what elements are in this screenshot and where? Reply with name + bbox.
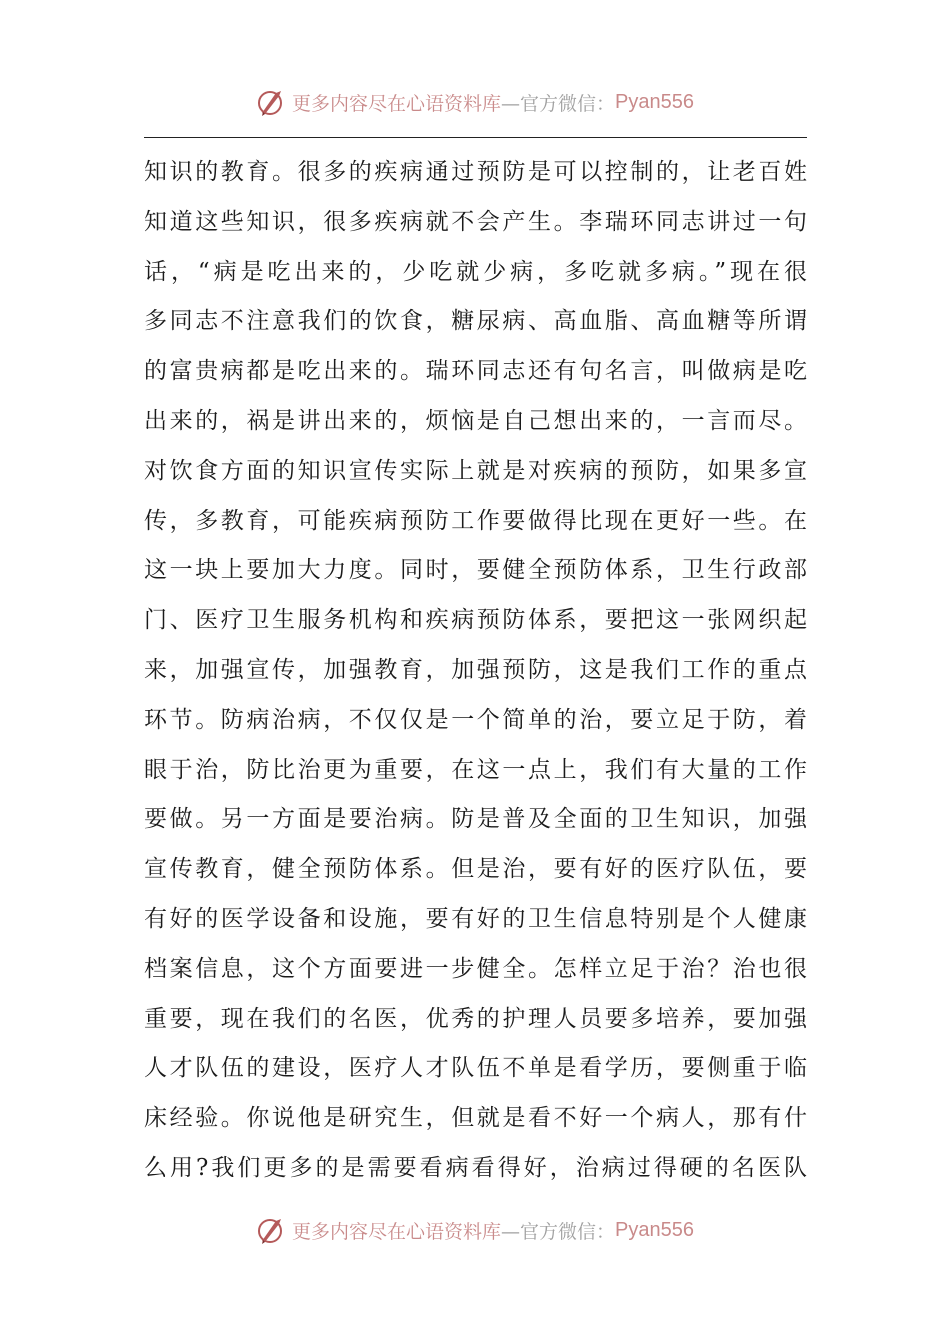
body-line: 来，加强宣传，加强教育，加强预防，这是我们工作的重点: [144, 656, 807, 683]
body-line: 要做。另一方面是要治病。防是普及全面的卫生知识，加强: [144, 806, 807, 833]
header-brand-text: 更多内容尽在心语资料库: [292, 92, 502, 115]
footer-banner: [0, 1212, 950, 1248]
body-line: 知识的教育。很多的疾病通过预防是可以控制的，让老百姓: [144, 159, 807, 185]
body-line: 这一块上要加大力度。同时，要健全预防体系，卫生行政部: [144, 557, 807, 584]
footer-contact-label: —官方微信：: [501, 1220, 616, 1243]
document-body: [144, 148, 807, 1194]
footer-brand-text: 更多内容尽在心语资料库: [292, 1220, 502, 1243]
body-line: 床经验。你说他是研究生，但就是看不好一个病人，那有什: [144, 1105, 807, 1132]
body-line: 有好的医学设备和设施，要有好的卫生信息特别是个人健康: [144, 905, 807, 932]
body-line: 重要，现在我们的名医，优秀的护理人员要多培养，要加强: [144, 1005, 807, 1032]
header-banner: [0, 84, 950, 120]
body-line: 话，“病是吃出来的，少吃就少病，多吃就多病。”现在很: [144, 258, 807, 285]
body-line: 眼于治，防比治更为重要，在这一点上，我们有大量的工作: [144, 756, 807, 783]
header-wechat-handle: Pyan556: [615, 90, 694, 113]
pen-quill-logo-icon: [256, 87, 286, 117]
body-line: 环节。防病治病，不仅仅是一个简单的治，要立足于防，着: [144, 706, 807, 733]
header-divider: [144, 137, 807, 138]
footer-wechat-handle: Pyan556: [615, 1218, 694, 1241]
pen-quill-logo-icon: [256, 1215, 286, 1245]
body-line: 门、医疗卫生服务机构和疾病预防体系，要把这一张网织起: [144, 607, 807, 634]
body-line: 多同志不注意我们的饮食，糖尿病、高血脂、高血糖等所谓: [144, 308, 807, 335]
body-line: 的富贵病都是吃出来的。瑞环同志还有句名言，叫做病是吃: [144, 358, 807, 385]
body-line: 对饮食方面的知识宣传实际上就是对疾病的预防，如果多宣: [144, 457, 807, 484]
body-line: 出来的，祸是讲出来的，烦恼是自己想出来的，一言而尽。: [144, 407, 807, 434]
body-line: 人才队伍的建设，医疗人才队伍不单是看学历，要侧重于临: [144, 1055, 807, 1082]
header-contact-label: —官方微信：: [501, 92, 616, 115]
body-line: 知道这些知识，很多疾病就不会产生。李瑞环同志讲过一句: [144, 208, 807, 235]
body-line: 传，多教育，可能疾病预防工作要做得比现在更好一些。在: [144, 507, 807, 534]
body-line: 档案信息，这个方面要进一步健全。怎样立足于治？治也很: [144, 955, 807, 982]
body-line: 宣传教育，健全预防体系。但是治，要有好的医疗队伍，要: [144, 856, 807, 883]
body-line: 么用?我们更多的是需要看病看得好，治病过得硬的名医队: [144, 1154, 807, 1181]
